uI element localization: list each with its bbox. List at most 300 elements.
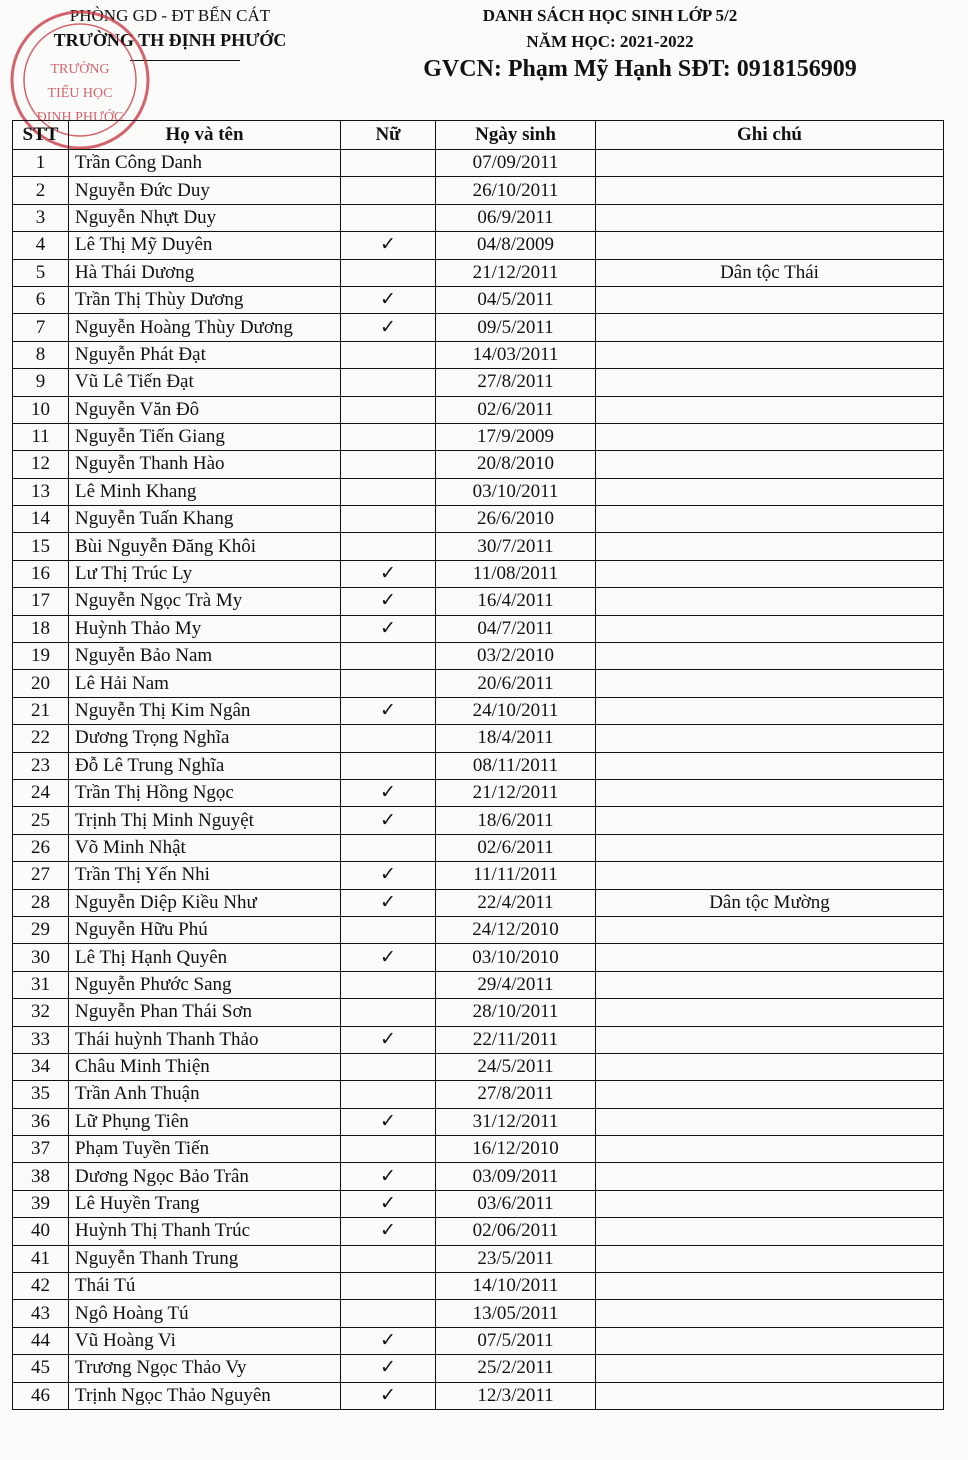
checkmark-icon: ✓ [380, 1193, 396, 1215]
student-name: Lê Hải Nam [69, 670, 341, 697]
table-row [13, 286, 944, 313]
birth-date: 02/6/2011 [436, 834, 596, 861]
female-check [341, 1081, 436, 1108]
note [596, 423, 944, 450]
birth-date: 20/6/2011 [436, 670, 596, 697]
row-number: 14 [13, 506, 69, 533]
row-number: 41 [13, 1245, 69, 1272]
female-check [341, 1382, 436, 1409]
table-header-row [13, 121, 944, 150]
table-row [13, 314, 944, 341]
student-name: Lê Minh Khang [69, 478, 341, 505]
female-check [341, 506, 436, 533]
row-number: 5 [13, 259, 69, 286]
student-name: Đỗ Lê Trung Nghĩa [69, 752, 341, 779]
student-name: Trần Công Danh [69, 150, 341, 177]
table-row [13, 478, 944, 505]
table-row [13, 1081, 944, 1108]
table-row [13, 560, 944, 587]
student-name: Huỳnh Thảo My [69, 615, 341, 642]
female-check [341, 752, 436, 779]
row-number: 28 [13, 889, 69, 916]
female-check [341, 999, 436, 1026]
table-row [13, 1300, 944, 1327]
note [596, 1163, 944, 1190]
note [596, 533, 944, 560]
table-row [13, 369, 944, 396]
table-row [13, 1273, 944, 1300]
note [596, 916, 944, 943]
birth-date: 16/12/2010 [436, 1136, 596, 1163]
birth-date: 27/8/2011 [436, 1081, 596, 1108]
student-name: Trịnh Ngọc Thảo Nguyên [69, 1382, 341, 1409]
row-number: 11 [13, 423, 69, 450]
student-name: Nguyễn Phan Thái Sơn [69, 999, 341, 1026]
table-row [13, 1136, 944, 1163]
birth-date: 24/5/2011 [436, 1053, 596, 1080]
female-check [341, 916, 436, 943]
student-name: Nguyễn Nhựt Duy [69, 204, 341, 231]
row-number: 38 [13, 1163, 69, 1190]
checkmark-icon: ✓ [380, 316, 396, 338]
table-row [13, 259, 944, 286]
student-name: Trần Thị Yến Nhi [69, 862, 341, 889]
row-number: 17 [13, 588, 69, 615]
table-row [13, 1218, 944, 1245]
table-row [13, 150, 944, 177]
note [596, 1245, 944, 1272]
note [596, 1218, 944, 1245]
row-number: 40 [13, 1218, 69, 1245]
student-name: Phạm Tuyền Tiến [69, 1136, 341, 1163]
row-number: 33 [13, 1026, 69, 1053]
table-row [13, 232, 944, 259]
checkmark-icon: ✓ [380, 891, 396, 913]
female-check [341, 1026, 436, 1053]
birth-date: 03/10/2011 [436, 478, 596, 505]
note [596, 1081, 944, 1108]
birth-date: 03/2/2010 [436, 643, 596, 670]
student-name: Châu Minh Thiện [69, 1053, 341, 1080]
student-name: Dương Trọng Nghĩa [69, 725, 341, 752]
birth-date: 03/10/2010 [436, 944, 596, 971]
birth-date: 21/12/2011 [436, 779, 596, 806]
row-number: 44 [13, 1327, 69, 1354]
student-name: Trương Ngọc Thảo Vy [69, 1355, 341, 1382]
student-name: Bùi Nguyễn Đăng Khôi [69, 533, 341, 560]
svg-text:TIỂU HỌC: TIỂU HỌC [47, 86, 113, 101]
department-name: PHÒNG GD - ĐT BẾN CÁT [69, 6, 271, 25]
table-row [13, 944, 944, 971]
note [596, 232, 944, 259]
student-name: Lư Thị Trúc Ly [69, 560, 341, 587]
note [596, 1136, 944, 1163]
table-row [13, 1190, 944, 1217]
birth-date: 07/5/2011 [436, 1327, 596, 1354]
row-number: 30 [13, 944, 69, 971]
birth-date: 25/2/2011 [436, 1355, 596, 1382]
note: Dân tộc Thái [596, 259, 944, 286]
row-number: 45 [13, 1355, 69, 1382]
table-row [13, 396, 944, 423]
note [596, 451, 944, 478]
birth-date: 02/6/2011 [436, 396, 596, 423]
birth-date: 18/4/2011 [436, 725, 596, 752]
row-number: 27 [13, 862, 69, 889]
table-row [13, 999, 944, 1026]
row-number: 43 [13, 1300, 69, 1327]
table-row [13, 889, 944, 916]
table-row [13, 971, 944, 998]
row-number: 20 [13, 670, 69, 697]
note [596, 396, 944, 423]
student-name: Vũ Lê Tiến Đạt [69, 369, 341, 396]
checkmark-icon: ✓ [380, 617, 396, 639]
note [596, 697, 944, 724]
student-name: Ngô Hoàng Tú [69, 1300, 341, 1327]
checkmark-icon: ✓ [380, 1220, 396, 1242]
row-number: 7 [13, 314, 69, 341]
birth-date: 03/6/2011 [436, 1190, 596, 1217]
note [596, 834, 944, 861]
table-row [13, 506, 944, 533]
checkmark-icon: ✓ [380, 864, 396, 886]
note [596, 999, 944, 1026]
checkmark-icon: ✓ [380, 1384, 396, 1406]
table-row [13, 1026, 944, 1053]
female-check [341, 834, 436, 861]
student-name: Lê Thị Mỹ Duyên [69, 232, 341, 259]
student-name: Lê Thị Hạnh Quyên [69, 944, 341, 971]
student-name: Nguyễn Thị Kim Ngân [69, 697, 341, 724]
birth-date: 24/12/2010 [436, 916, 596, 943]
table-row [13, 807, 944, 834]
student-name: Nguyễn Văn Đô [69, 396, 341, 423]
note [596, 341, 944, 368]
student-name: Vũ Hoàng Vi [69, 1327, 341, 1354]
checkmark-icon: ✓ [380, 700, 396, 721]
female-check [341, 1163, 436, 1190]
female-check [341, 1190, 436, 1217]
column-header-name: Họ và tên [69, 121, 341, 150]
row-number: 22 [13, 725, 69, 752]
note [596, 1355, 944, 1382]
birth-date: 11/11/2011 [436, 862, 596, 889]
birth-date: 30/7/2011 [436, 533, 596, 560]
note [596, 643, 944, 670]
female-check [341, 341, 436, 368]
table-row [13, 451, 944, 478]
note [596, 286, 944, 313]
table-row [13, 1053, 944, 1080]
female-check [341, 1327, 436, 1354]
student-name: Võ Minh Nhật [69, 834, 341, 861]
document-title: DANH SÁCH HỌC SINH LỚP 5/2 [482, 6, 738, 25]
female-check [341, 697, 436, 724]
column-header-female: Nữ [341, 121, 436, 150]
birth-date: 24/10/2011 [436, 697, 596, 724]
birth-date: 04/8/2009 [436, 232, 596, 259]
table-row [13, 177, 944, 204]
note [596, 478, 944, 505]
row-number: 4 [13, 232, 69, 259]
birth-date: 31/12/2011 [436, 1108, 596, 1135]
birth-date: 21/12/2011 [436, 259, 596, 286]
student-name: Nguyễn Thanh Hào [69, 451, 341, 478]
female-check [341, 1300, 436, 1327]
row-number: 1 [13, 150, 69, 177]
female-check [341, 177, 436, 204]
row-number: 46 [13, 1382, 69, 1409]
note [596, 944, 944, 971]
note [596, 314, 944, 341]
female-check [341, 588, 436, 615]
female-check [341, 1245, 436, 1272]
checkmark-icon: ✓ [380, 1028, 396, 1050]
student-name: Nguyễn Phước Sang [69, 971, 341, 998]
birth-date: 22/11/2011 [436, 1026, 596, 1053]
birth-date: 08/11/2011 [436, 752, 596, 779]
birth-date: 23/5/2011 [436, 1245, 596, 1272]
female-check [341, 1218, 436, 1245]
row-number: 36 [13, 1108, 69, 1135]
student-name: Huỳnh Thị Thanh Trúc [69, 1218, 341, 1245]
table-row [13, 1108, 944, 1135]
note [596, 1300, 944, 1327]
student-name: Thái Tú [69, 1273, 341, 1300]
birth-date: 13/05/2011 [436, 1300, 596, 1327]
checkmark-icon: ✓ [380, 1329, 396, 1351]
row-number: 10 [13, 396, 69, 423]
table-row [13, 752, 944, 779]
table-row [13, 204, 944, 231]
birth-date: 07/09/2011 [436, 150, 596, 177]
table-row [13, 862, 944, 889]
student-name: Thái huỳnh Thanh Thảo [69, 1026, 341, 1053]
female-check [341, 259, 436, 286]
row-number: 6 [13, 286, 69, 313]
note [596, 204, 944, 231]
note [596, 1382, 944, 1409]
female-check [341, 1136, 436, 1163]
note [596, 1026, 944, 1053]
checkmark-icon: ✓ [380, 782, 396, 804]
female-check [341, 1108, 436, 1135]
table-row [13, 834, 944, 861]
student-name: Lê Huyền Trang [69, 1190, 341, 1217]
birth-date: 22/4/2011 [436, 889, 596, 916]
birth-date: 03/09/2011 [436, 1163, 596, 1190]
checkmark-icon: ✓ [380, 563, 396, 585]
female-check [341, 725, 436, 752]
note [596, 588, 944, 615]
student-name: Nguyễn Phát Đạt [69, 341, 341, 368]
table-row [13, 588, 944, 615]
note [596, 150, 944, 177]
note [596, 971, 944, 998]
row-number: 26 [13, 834, 69, 861]
female-check [341, 396, 436, 423]
note [596, 1053, 944, 1080]
student-name: Dương Ngọc Bảo Trân [69, 1163, 341, 1190]
female-check [341, 971, 436, 998]
student-name: Nguyễn Tiến Giang [69, 423, 341, 450]
female-check [341, 615, 436, 642]
female-check [341, 423, 436, 450]
table-row [13, 916, 944, 943]
note [596, 1273, 944, 1300]
note [596, 506, 944, 533]
student-name: Nguyễn Diệp Kiều Như [69, 889, 341, 916]
table-row [13, 341, 944, 368]
birth-date: 28/10/2011 [436, 999, 596, 1026]
student-name: Nguyễn Thanh Trung [69, 1245, 341, 1272]
checkmark-icon: ✓ [380, 809, 396, 831]
note [596, 1108, 944, 1135]
checkmark-icon: ✓ [380, 234, 396, 256]
checkmark-icon: ✓ [380, 1165, 396, 1187]
svg-text:TRƯỜNG: TRƯỜNG [50, 62, 110, 77]
note: Dân tộc Mường [596, 889, 944, 916]
birth-date: 09/5/2011 [436, 314, 596, 341]
row-number: 35 [13, 1081, 69, 1108]
note [596, 752, 944, 779]
row-number: 32 [13, 999, 69, 1026]
note [596, 807, 944, 834]
birth-date: 04/7/2011 [436, 615, 596, 642]
female-check [341, 478, 436, 505]
note [596, 1327, 944, 1354]
school-year: NĂM HỌC: 2021-2022 [526, 32, 694, 51]
birth-date: 26/6/2010 [436, 506, 596, 533]
row-number: 15 [13, 533, 69, 560]
female-check [341, 779, 436, 806]
birth-date: 29/4/2011 [436, 971, 596, 998]
table-row [13, 533, 944, 560]
checkmark-icon: ✓ [380, 590, 396, 612]
student-name: Nguyễn Bảo Nam [69, 643, 341, 670]
note [596, 615, 944, 642]
student-name: Nguyễn Ngọc Trà My [69, 588, 341, 615]
table-row [13, 1163, 944, 1190]
row-number: 13 [13, 478, 69, 505]
table-row [13, 423, 944, 450]
birth-date: 16/4/2011 [436, 588, 596, 615]
student-name: Trần Anh Thuận [69, 1081, 341, 1108]
female-check [341, 889, 436, 916]
row-number: 16 [13, 560, 69, 587]
svg-text:ĐỊNH PHƯỚC: ĐỊNH PHƯỚC [36, 110, 124, 125]
note [596, 369, 944, 396]
row-number: 34 [13, 1053, 69, 1080]
note [596, 862, 944, 889]
homeroom-teacher: GVCN: Phạm Mỹ Hạnh SĐT: 0918156909 [423, 56, 857, 82]
table-row [13, 1245, 944, 1272]
birth-date: 11/08/2011 [436, 560, 596, 587]
row-number: 42 [13, 1273, 69, 1300]
row-number: 19 [13, 643, 69, 670]
table-row [13, 670, 944, 697]
row-number: 24 [13, 779, 69, 806]
row-number: 12 [13, 451, 69, 478]
birth-date: 02/06/2011 [436, 1218, 596, 1245]
table-row [13, 615, 944, 642]
checkmark-icon: ✓ [380, 1357, 396, 1379]
checkmark-icon: ✓ [380, 289, 396, 311]
column-header-note: Ghi chú [596, 121, 944, 150]
female-check [341, 451, 436, 478]
birth-date: 18/6/2011 [436, 807, 596, 834]
female-check [341, 150, 436, 177]
note [596, 670, 944, 697]
student-name: Nguyễn Tuấn Khang [69, 506, 341, 533]
student-name: Nguyễn Hoàng Thùy Dương [69, 314, 341, 341]
table-row [13, 1355, 944, 1382]
female-check [341, 670, 436, 697]
school-name: TRƯỜNG TH ĐỊNH PHƯỚC [53, 30, 287, 50]
table-row [13, 1327, 944, 1354]
female-check [341, 944, 436, 971]
student-name: Nguyễn Đức Duy [69, 177, 341, 204]
row-number: 21 [13, 697, 69, 724]
table-row [13, 697, 944, 724]
birth-date: 17/9/2009 [436, 423, 596, 450]
checkmark-icon: ✓ [380, 1110, 396, 1132]
student-name: Trịnh Thị Minh Nguyệt [69, 807, 341, 834]
column-header-birthdate: Ngày sinh [436, 121, 596, 150]
female-check [341, 1053, 436, 1080]
note [596, 560, 944, 587]
note [596, 725, 944, 752]
birth-date: 20/8/2010 [436, 451, 596, 478]
birth-date: 04/5/2011 [436, 286, 596, 313]
female-check [341, 807, 436, 834]
birth-date: 06/9/2011 [436, 204, 596, 231]
student-name: Lữ Phụng Tiên [69, 1108, 341, 1135]
row-number: 37 [13, 1136, 69, 1163]
student-name: Trần Thị Hồng Ngọc [69, 779, 341, 806]
column-header-stt: STT [13, 121, 69, 150]
row-number: 18 [13, 615, 69, 642]
note [596, 779, 944, 806]
female-check [341, 369, 436, 396]
female-check [341, 533, 436, 560]
row-number: 31 [13, 971, 69, 998]
row-number: 39 [13, 1190, 69, 1217]
female-check [341, 232, 436, 259]
checkmark-icon: ✓ [380, 946, 396, 968]
female-check [341, 314, 436, 341]
female-check [341, 204, 436, 231]
student-name: Hà Thái Dương [69, 259, 341, 286]
table-row [13, 1382, 944, 1409]
female-check [341, 1273, 436, 1300]
row-number: 29 [13, 916, 69, 943]
birth-date: 14/10/2011 [436, 1273, 596, 1300]
student-name: Trần Thị Thùy Dương [69, 286, 341, 313]
note [596, 1190, 944, 1217]
female-check [341, 862, 436, 889]
birth-date: 12/3/2011 [436, 1382, 596, 1409]
female-check [341, 643, 436, 670]
female-check [341, 286, 436, 313]
row-number: 3 [13, 204, 69, 231]
student-name: Nguyễn Hữu Phú [69, 916, 341, 943]
note [596, 177, 944, 204]
table-row [13, 725, 944, 752]
row-number: 9 [13, 369, 69, 396]
row-number: 2 [13, 177, 69, 204]
